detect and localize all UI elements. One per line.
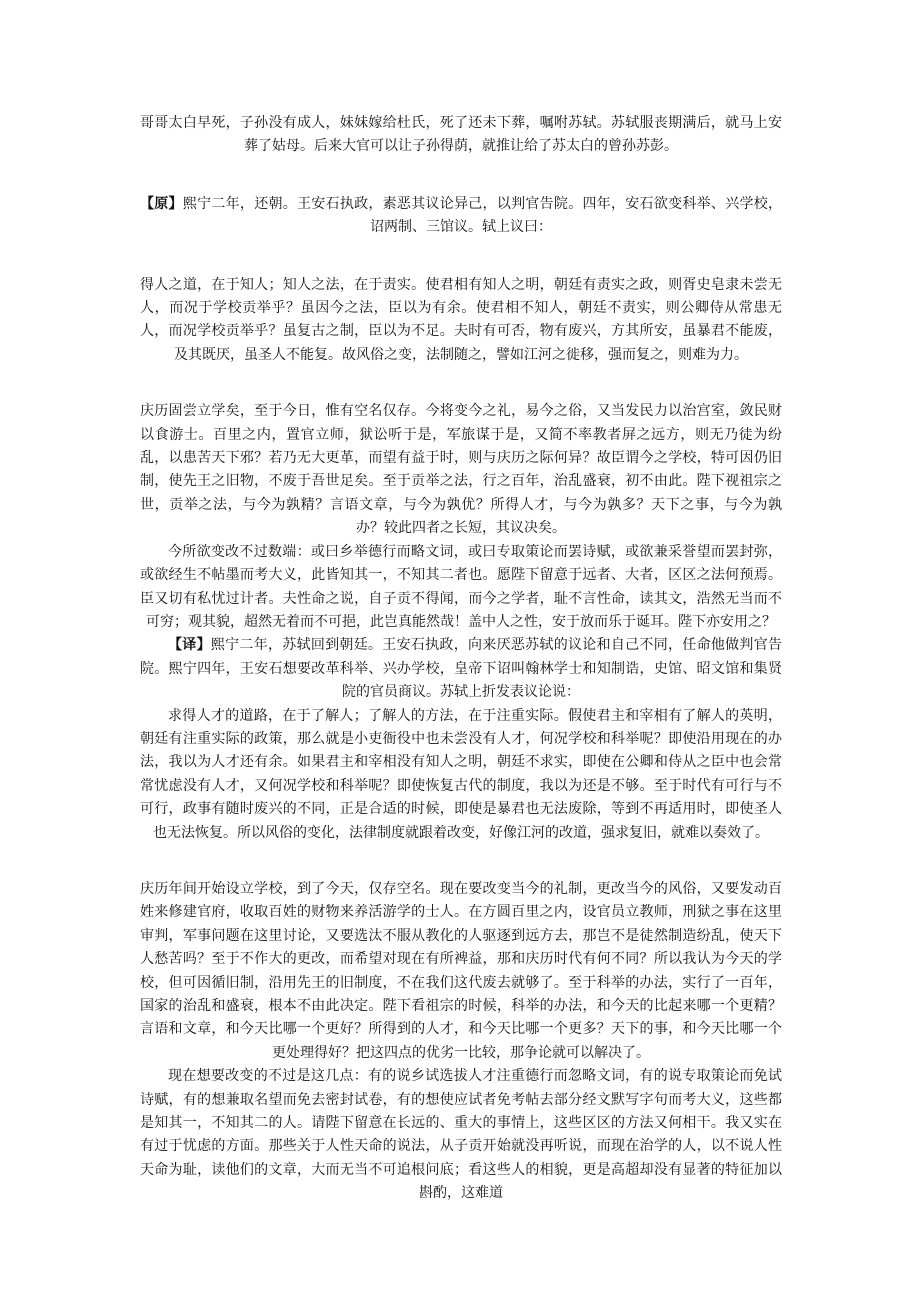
paragraph-text: 庆历年间开始设立学校，到了今天，仅存空名。现在要改变当今的礼制，更改当今的风俗，又要发动百姓来修建官府，收取百姓的财物来养活游学的士人。在方圆百里之内，设官员立教师，刑狱之事在这里审判，军事问题在这里讨论，又要选汰不服从教化的人驱逐到远方去，那岂不是徒然制造纷乱，使天下人愁苦吗？至于不作大的更改，而希望对现在有所裨益，那和庆历时代有何不同？所以我认为今天的学校，但可因循旧制，沿用先王的旧制度，不在我们这代废去就够了。至于科举的办法，实行了一百年，国家的治乱和盛衰，根本不由此决定。陛下看祖宗的时候，科举的办法，和今天的比起来哪一个更精？言语和文章，和今天比哪一个更好？所得到的人才，和今天比哪一个更多？天下的事，和今天比哪一个更处理得好？把这四点的优劣一比较，那争论就可以解决了。 bbox=[140, 880, 782, 1061]
paragraph-text: 熙宁二年，苏轼回到朝廷。王安石执政，向来厌恶苏轼的议论和自己不同，任命他做判官告院。熙宁四年，王安石想要改革科举、兴办学校，皇帝下诏叫翰林学士和知制诰，史馆、昭文馆和集贤院的官员商议。苏轼上折发表议论说： bbox=[140, 637, 782, 701]
paragraph-text: 今所欲变改不过数端：或曰乡举德行而略文词，或曰专取策论而罢诗赋，或欲兼采誉望而罢封弥，或欲经生不帖墨而考大义，此皆知其一，不知其二者也。愿陛下留意于远者、大者，区区之法何预焉。臣又切有私忧过计者。夫性命之说，自子贡不得闻，而今之学者，耻不言性命，读其文，浩然无当而不可穷；观其貌，超然无着而不可挹，此岂真能然哉！盖中人之性，安于放而乐于诞耳。陛下亦安用之？ bbox=[140, 543, 782, 630]
paragraph-preface bbox=[140, 112, 782, 159]
paragraph-original-2 bbox=[140, 400, 782, 540]
paragraph-translation-header bbox=[140, 634, 782, 704]
paragraph-text: 得人之道，在于知人；知人之法，在于责实。使君相有知人之明，朝廷有责实之政，则胥史皂隶未尝无人，而况于学校贡举乎？虽因今之法，臣以为有余。使君相不知人，朝廷不责实，则公卿侍从常患无人，而况学校贡举乎？虽复古之制，臣以为不足。夫时有可否，物有废兴，方其所安，虽暴君不能废，及其既厌，虽圣人不能复。故风俗之变，法制随之，譬如江河之徙移，强而复之，则难为力。 bbox=[140, 276, 782, 363]
original-marker: 【原】 bbox=[140, 195, 183, 212]
paragraph-original-1 bbox=[140, 274, 782, 368]
paragraph-original-3 bbox=[140, 541, 782, 635]
translation-marker: 【译】 bbox=[168, 637, 211, 654]
paragraph-text: 熙宁二年，还朝。王安石执政，素恶其议论异己，以判官告院。四年，安石欲变科举、兴学校，诏两制、三馆议。轼上议曰： bbox=[182, 195, 783, 236]
paragraph-translation-2 bbox=[140, 878, 782, 1065]
paragraph-text: 庆历固尝立学矣，至于今日，惟有空名仅存。今将变今之礼，易今之俗，又当发民力以治宫室，敛民财以食游士。百里之内，置官立师，狱讼听于是，军旅谋于是，又简不率教者屏之远方，则无乃徒为纷乱，以患苦天下邪？若乃无大更革，而望有益于时，则与庆历之际何异？故臣谓今之学校，特可因仍旧制，使先王之旧物，不废于吾世足矣。至于贡举之法，行之百年，治乱盛衰，初不由此。陛下视祖宗之世，贡举之法，与今为孰精？言语文章，与今为孰优？所得人才，与今为孰多？天下之事，与今为孰办？较此四者之长短，其议决矣。 bbox=[140, 403, 782, 537]
paragraph-text: 现在想要改变的不过是这几点：有的说乡试选拔人才注重德行而忽略文词，有的说专取策论而免试诗赋，有的想兼取名望而免去密封试卷，有的想使应试者免考帖去部分经文默写字句而考大义，这些都是知其一，不知其二的人。请陛下留意在长远的、重大的事情上，这些区区的方法又何相干。我又实在有过于忧虑的方面。那些关于人性天命的说法，从子贡开始就没再听说，而现在治学的人，以不说人性天命为耻，读他们的文章，大而无当不可追根问底；看这些人的相貌，更是高超却没有显著的特征加以斟酌，这难道 bbox=[140, 1068, 782, 1202]
paragraph-translation-1 bbox=[140, 705, 782, 845]
document-page bbox=[140, 112, 782, 1206]
paragraph-text: 求得人才的道路，在于了解人；了解人的方法，在于注重实际。假使君主和宰相有了解人的英明，朝廷有注重实际的政策，那么就是小吏衙役中也未尝没有人才，何况学校和科举呢？即使沿用现在的办法，我以为人才还有余。如果君主和宰相没有知人之明，朝廷不求实，即使在公卿和侍从之臣中也会常常忧虑没有人才，又何况学校和科举呢？即使恢复古代的制度，我以为还是不够。至于时代有可行与不可行，政事有随时废兴的不同，正是合适的时候，即使是暴君也无法废除，等到不再适用时，即使圣人也无法恢复。所以风俗的变化，法律制度就跟着改变，好像江河的改道，强求复旧，就难以奏效了。 bbox=[140, 707, 782, 841]
paragraph-original-header bbox=[140, 193, 782, 240]
paragraph-text: 哥哥太白早死，子孙没有成人，妹妹嫁给杜氏，死了还未下葬，嘱咐苏轼。苏轼服丧期满后，就马上安葬了姑母。后来大官可以让子孙得荫，就推让给了苏太白的曾孙苏彭。 bbox=[140, 115, 782, 155]
paragraph-translation-3 bbox=[140, 1065, 782, 1205]
